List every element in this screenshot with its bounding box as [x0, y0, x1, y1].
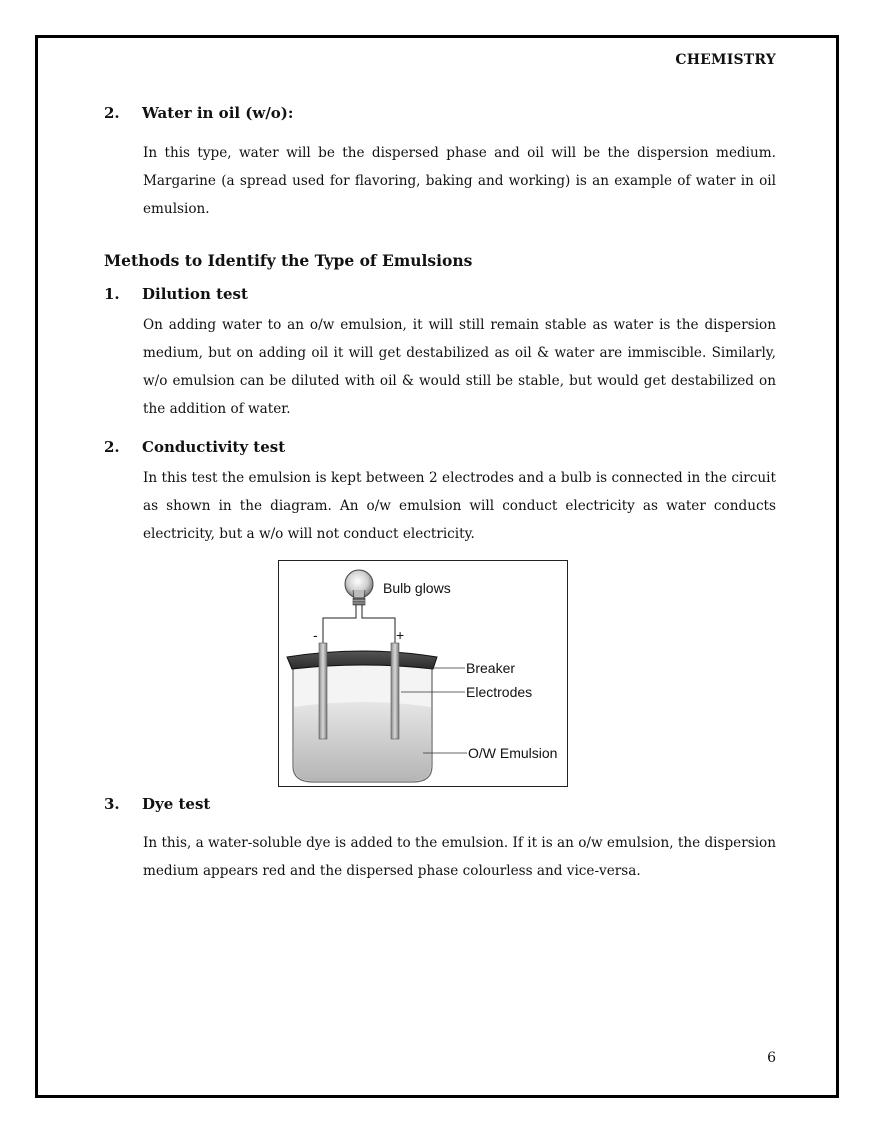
- negative-sign: -: [313, 627, 318, 643]
- wire-negative: [323, 605, 356, 643]
- wire-positive: [362, 605, 395, 643]
- dye-test-paragraph: In this, a water-soluble dye is added to the emulsion. If it is an o/w emulsion, the dispersion medium appears red and the dispersed phase colourless and vice-versa.: [143, 835, 776, 879]
- section-title: Water in oil (w/o):: [142, 104, 294, 122]
- section-heading-water-in-oil: [104, 104, 293, 122]
- section-heading-dilution-test: [104, 285, 248, 303]
- section-number: 2.: [104, 104, 120, 122]
- section-heading-dye-test: [104, 795, 210, 813]
- section-title: Dilution test: [142, 285, 248, 303]
- section-number: 3.: [104, 795, 120, 813]
- breaker-label: Breaker: [466, 660, 516, 676]
- section-number: 1.: [104, 285, 120, 303]
- conductivity-test-diagram: [278, 560, 568, 787]
- beaker-circuit-illustration: [279, 561, 567, 786]
- electrode-negative: [319, 643, 327, 739]
- dilution-test-paragraph: On adding water to an o/w emulsion, it will still remain stable as water is the dispersion medium, but on adding oil it will get destabilized as oil & water are immiscible. Similarly, w/o emulsion can be diluted with oil & would still be stable, but would get destabilized on the addition of water.: [143, 317, 776, 417]
- conductivity-test-paragraph: In this test the emulsion is kept between 2 electrodes and a bulb is connected in the circuit as shown in the diagram. An o/w emulsion will conduct electricity as water conducts electricity, but a w/o will not conduct electricity.: [143, 470, 776, 542]
- electrodes-label: Electrodes: [466, 684, 533, 700]
- bulb-label: Bulb glows: [383, 580, 451, 596]
- electrode-positive: [391, 643, 399, 739]
- light-bulb-icon: [345, 570, 373, 605]
- section-title: Dye test: [142, 795, 211, 813]
- positive-sign: +: [396, 627, 405, 643]
- section-heading-conductivity-test: [104, 438, 285, 456]
- water-in-oil-paragraph: In this type, water will be the dispersed phase and oil will be the dispersion medium. Margarine (a spread used for flavoring, baking and working) is an example of water in oil emulsion.: [143, 145, 776, 217]
- page-header-subject: CHEMISTRY: [675, 52, 776, 68]
- emulsion-label: O/W Emulsion: [468, 745, 558, 761]
- emulsion-liquid: [294, 702, 431, 781]
- methods-title: Methods to Identify the Type of Emulsions: [104, 251, 473, 270]
- section-number: 2.: [104, 438, 120, 456]
- section-title: Conductivity test: [142, 438, 286, 456]
- page-number: 6: [767, 1050, 776, 1066]
